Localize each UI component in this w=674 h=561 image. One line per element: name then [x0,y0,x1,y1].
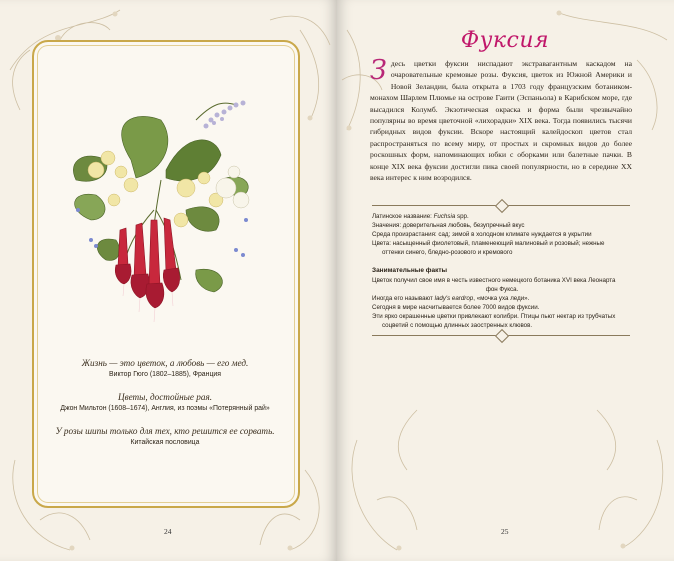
drop-cap: З [370,55,387,86]
latin-name: Fuchsia [433,213,456,220]
page-number-right: 25 [501,527,509,536]
fact-2-italic: lady's eardrop [434,294,474,302]
fact-4-cont: соцветий с помощью длинных заостренных клювов. [382,322,533,330]
facts-heading: Занимательные факты [372,267,448,275]
divider-bottom [372,335,630,336]
fact-2-prefix: Иногда его называют [372,294,435,302]
fuchsia-blossoms [115,218,179,308]
quotes-block [40,358,290,460]
quote-author: Китайская пословица [130,439,200,446]
quote-text: Цветы, достойные рая. [117,392,213,402]
info-block [372,212,632,330]
latin-suffix: spp. [455,213,469,220]
quote-3 [40,426,290,446]
latin-name-line [372,212,632,221]
leaves [73,116,248,292]
meanings-line: Значения: доверительная любовь, безупречный вкус [372,222,525,230]
fact-1: Цветок получил свое имя в честь известного немецкого ботаника XVI века Леонарта [372,276,616,284]
fact-4: Эти ярко окрашенные цветки привлекают колибри. Птицы пьют нектар из трубчатых [372,312,616,320]
fuchsia-illustration [36,60,286,330]
habitat-line: Среда произрастания: сад; зимой в холодном климате нуждается в укрытии [372,231,592,239]
fact-1-cont: фон Фукса. [485,285,519,293]
page-number-left: 24 [164,527,172,536]
quote-text: У розы шипы только для тех, кто решится ее сорвать. [55,426,275,436]
quote-author: Виктор Гюго (1802–1885), Франция [109,371,221,378]
quote-2 [40,392,290,412]
quote-text: Жизнь — это цветок, а любовь — его мед. [81,358,249,368]
fact-2-suffix: , «мочка уха леди». [473,294,530,302]
colors-line: Цвета: насыщенный фиолетовый, пламенеющий малиновый и розовый; нежные [372,240,605,248]
colors-line-cont: оттенки синего, бледно-розового и кремового [382,249,513,257]
lilac-sprig [204,101,246,129]
fact-2 [372,294,632,303]
latin-label: Латинское название: [372,213,434,220]
page-title: Фуксия [460,28,550,53]
main-paragraph [370,55,632,183]
divider-top [372,205,630,206]
quote-author: Джон Мильтон (1608–1674), Англия, из поэмы «Потерянный рай» [60,405,270,412]
quote-1 [40,358,290,378]
fact-3: Сегодня в мире насчитывается более 7000 видов фуксии. [372,303,540,311]
main-paragraph-text: десь цветки фуксии ниспадают экстравагантным каскадом на очаровательные кремовые розы. Фуксия, цветок из Южной Америки и Новой Зеландии, была открыта в 1703 году французским ботаником-монахом Шарлем Плюмье на острове Гаити (Эспаньола) в Карибском море, где высадился Колумб. Экзотическая окраска и форма были чрезвычайно популярны во время цветочной «лихорадки» XIX века. Тогда появились тысячи гибридных видов фуксии. Вскоре настоящий калейдоскоп цветов стал распространяться по всему миру, от простых и скромных видов до более роскошных форм, напоминающих юбки с оборками или балетные пачки. В конце XIX века фуксии достигли пика своей популярности, но в середине XX века интерес к ним возродился. [370,59,632,183]
